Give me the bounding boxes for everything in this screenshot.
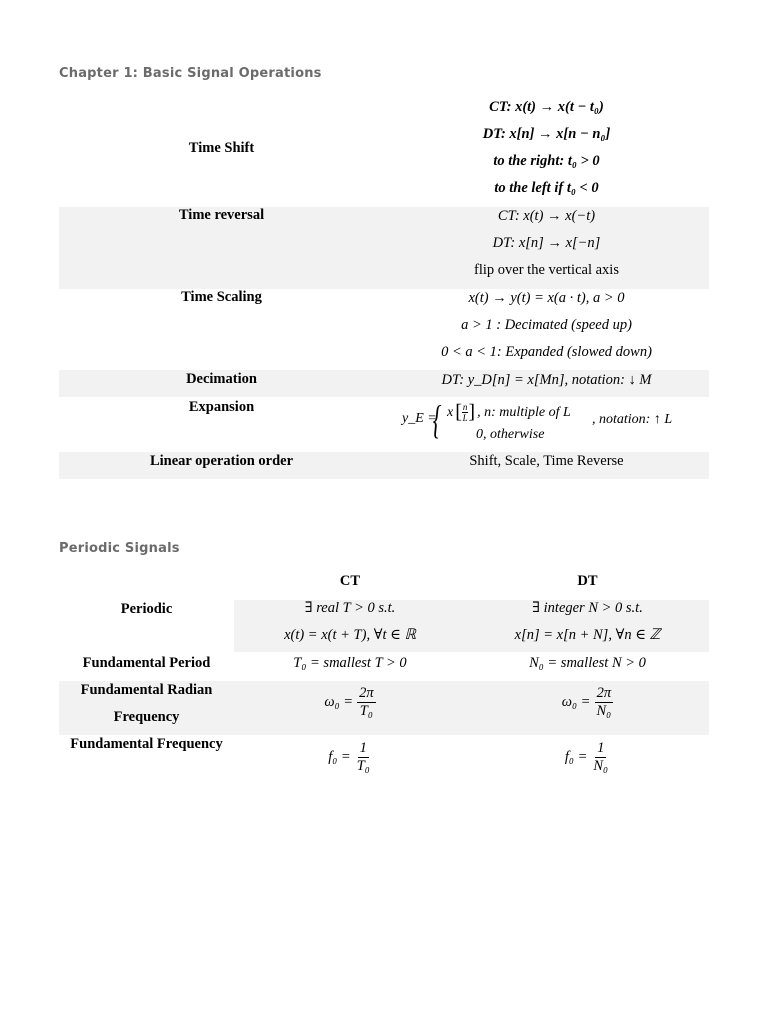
- fundamental-period-dt: N₀ = smallest N > 0: [529, 655, 646, 671]
- label-decimation: Decimation: [186, 371, 257, 387]
- freq-den-dt: N₀: [593, 757, 609, 774]
- linear-order-value: Shift, Scale, Time Reverse: [469, 453, 624, 469]
- freq-num-dt: 1: [597, 739, 605, 756]
- label-linear-order: Linear operation order: [149, 453, 294, 469]
- expansion-lhs: y_E =: [402, 411, 437, 426]
- time-scaling-decimated: a > 1 : Decimated (speed up): [461, 317, 632, 333]
- label-fundamental-period: Fundamental Period: [82, 655, 211, 671]
- decimation-formula: DT: y_D[n] = x[Mn], notation: ↓ M: [441, 372, 652, 388]
- label-periodic: Periodic: [120, 601, 173, 617]
- label-fundamental-frequency: Fundamental Frequency: [70, 736, 223, 752]
- freq-lhs-ct: f₀ =: [328, 749, 351, 765]
- time-scaling-expanded: 0 < a < 1: Expanded (slowed down): [441, 344, 652, 360]
- time-shift-right: to the right: t₀ > 0: [493, 153, 600, 169]
- periodic-ct-line1: ∃ real T > 0 s.t.: [304, 600, 396, 616]
- column-header-ct: CT: [339, 573, 361, 589]
- label-time-shift: Time Shift: [188, 140, 255, 156]
- periodic-ct-line2: x(t) = x(t + T), ∀t ∈ ℝ: [284, 627, 416, 643]
- freq-num-ct: 1: [359, 739, 367, 756]
- radian-frac-dt: [594, 685, 613, 720]
- label-time-scaling: Time Scaling: [181, 289, 262, 305]
- radian-frac-ct: [357, 685, 376, 720]
- radian-formula-dt: [466, 682, 709, 722]
- time-reversal-ct: CT: x(t) → x(−t): [497, 208, 596, 224]
- time-shift-dt: DT: x[n] → x[n − n₀]: [482, 126, 611, 142]
- expansion-frac-den: L: [462, 413, 468, 423]
- radian-lhs-dt: ω₀ =: [561, 694, 591, 710]
- label-expansion: Expansion: [188, 399, 255, 415]
- freq-lhs-dt: f₀ =: [564, 749, 588, 765]
- radian-num-dt: 2π: [596, 684, 612, 701]
- freq-den-ct: T₀: [356, 757, 370, 774]
- freq-formula-ct: [234, 737, 466, 777]
- time-reversal-note: flip over the vertical axis: [474, 262, 619, 278]
- label-fundamental-radian-2: Frequency: [113, 709, 180, 725]
- left-brace-icon: {: [432, 397, 442, 442]
- expansion-case1: x [ $\frac{n}{L}$ ] , n: multiple of L: [447, 401, 571, 423]
- freq-frac-ct: [355, 740, 372, 775]
- fundamental-period-ct: T₀ = smallest T > 0: [293, 655, 407, 671]
- freq-frac-dt: [591, 740, 610, 775]
- expansion-case1-cond: , n: multiple of L: [477, 404, 571, 420]
- time-scaling-def: x(t) → y(t) = x(a · t), a > 0: [468, 290, 625, 306]
- time-reversal-dt: DT: x[n] → x[−n]: [492, 235, 601, 251]
- column-header-dt: DT: [577, 573, 598, 589]
- periodic-dt-line2: x[n] = x[n + N], ∀n ∈ ℤ: [514, 627, 661, 643]
- expansion-formula: [402, 398, 709, 448]
- freq-formula-dt: [466, 737, 709, 777]
- expansion-case2: 0, otherwise: [476, 427, 545, 442]
- radian-num-ct: 2π: [359, 684, 374, 701]
- periodic-dt-line1: ∃ integer N > 0 s.t.: [532, 600, 643, 616]
- radian-formula-ct: [234, 682, 466, 722]
- section-heading-basic-ops: Chapter 1: Basic Signal Operations: [59, 66, 322, 81]
- section-heading-periodic: Periodic Signals: [59, 541, 180, 556]
- label-time-reversal: Time reversal: [178, 207, 265, 223]
- label-fundamental-radian-1: Fundamental Radian: [80, 682, 213, 698]
- expansion-case1-x: x: [447, 404, 454, 420]
- expansion-frac-num: n: [462, 402, 468, 412]
- time-shift-ct: CT: x(t) → x(t − t₀): [489, 99, 604, 115]
- radian-den-dt: N₀: [596, 702, 612, 719]
- time-shift-left: to the left if t₀ < 0: [494, 180, 599, 196]
- radian-den-ct: T₀: [359, 702, 373, 719]
- expansion-notation: , notation: ↑ L: [592, 412, 673, 427]
- radian-lhs-ct: ω₀ =: [324, 694, 354, 710]
